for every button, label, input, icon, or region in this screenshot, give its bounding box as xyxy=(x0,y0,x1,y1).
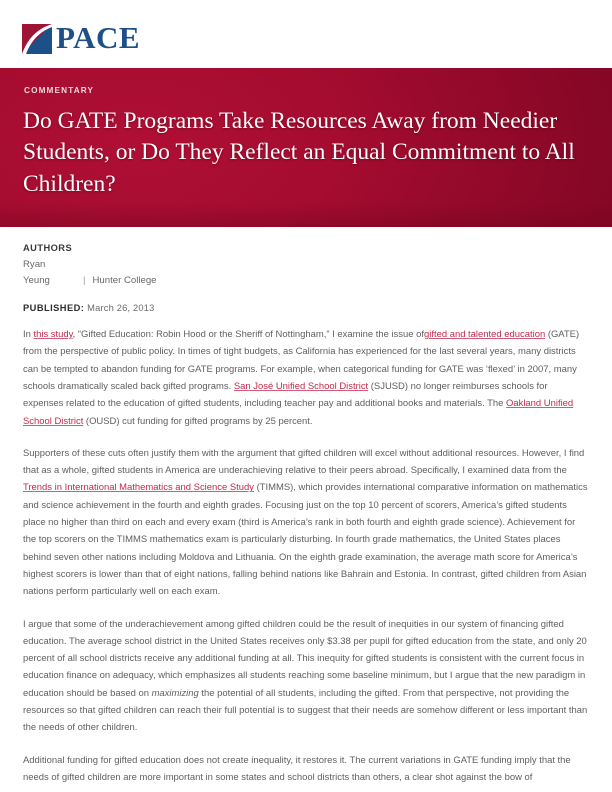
author-name: Ryan xyxy=(23,259,46,270)
author-row xyxy=(23,257,586,273)
article-paragraph xyxy=(23,752,589,787)
site-header xyxy=(0,0,612,68)
paragraph-text: , “Gifted Education: Robin Hood or the Sheriff of Nottingham,” I examine the issue of xyxy=(72,329,424,341)
paragraph-text: (TIMMS), which provides international comparative information on mathematics and science achievement in the fourth and eighth grades. Focusing just on the top 10 percent of scorers, America’s gifted students place no higher than third on each and every exam (third is America’s rank in both fourth and eighth grade science). Achievement for the top scorers on the TIMMS mathematics exam is particularly disturbing. In fourth grade mathematics, the United States places behind seven other nations including Moldova and Lithuania. On the eighth grade examination, the average math score for America’s highest scorers is lower than that of eight nations, falling behind nations like Bahrain and Estonia. In contrast, gifted children from Asian nations perform particularly well on each exam. xyxy=(23,482,588,598)
paragraph-text: (OUSD) cut funding for gifted programs by 25 percent. xyxy=(83,415,313,427)
article-link[interactable]: gifted and talented education xyxy=(423,329,546,341)
article-body xyxy=(0,313,612,786)
article-link[interactable]: Trends in International Mathematics and Science Study xyxy=(23,482,254,494)
paragraph-text: (GATE) from the perspective of public policy. In times of tight budgets, as California has experienced for the last several years, many districts can be tempted to abandon funding for GATE programs. For example, when categorical funding for GATE was ‘flexed’ in 2007, many schools dramatically scaled back gifted programs. xyxy=(23,329,580,392)
author-name: Yeung xyxy=(23,274,50,286)
published-line xyxy=(23,303,586,313)
paragraph-text: Additional funding for gifted education does not create inequality, it restores it. The current variations in GATE funding imply that the needs of gifted children are more important in some states and school districts than others, a clear shot against the bow of xyxy=(23,754,571,783)
article-link[interactable]: San José Unified School District xyxy=(233,380,369,392)
page-title: Do GATE Programs Take Resources Away from Needier Students, or Do They Reflect an Equal Commitment to All Children? xyxy=(23,108,575,197)
published-label: PUBLISHED: xyxy=(23,303,85,314)
paragraph-text: In xyxy=(23,329,34,341)
pace-logo[interactable] xyxy=(22,22,140,55)
authors-list xyxy=(23,257,586,288)
title-banner xyxy=(0,68,612,227)
article-paragraph xyxy=(23,445,589,601)
authors-heading: AUTHORS xyxy=(23,243,73,253)
paragraph-text: I argue that some of the underachievement among gifted children could be the result of inequities in our system of financing gifted education. The average school district in the United States receives only $3.38 per pupil for gifted education from the state, and only 20 percent of all school districts receive any additional funding at all. This inequity for gifted students is consistent with the current focus in education finance on adequacy, which emphasizes all students reaching some baseline minimum, but I argue that the new paradigm in education should be based on xyxy=(23,618,587,699)
paragraph-text: Supporters of these cuts often justify them with the argument that gifted children will excel without additional resources. However, I find that as a whole, gifted students in America are underachieving relative to their peers abroad. Specifically, I examined data from the xyxy=(23,447,585,477)
content-type-kicker: COMMENTARY xyxy=(24,86,95,95)
article-meta xyxy=(0,227,612,313)
published-date: March 26, 2013 xyxy=(87,303,155,314)
paragraph-text: the potential of all students, including the gifted. From that perspective, not providing the resources so that gifted children can reach their full potential is to suggest that their needs are somehow different or less important than the needs of other children. xyxy=(23,687,588,734)
article-link[interactable]: Oakland Unified School District xyxy=(23,398,574,427)
pace-diagonal-square-logo-icon xyxy=(22,24,52,54)
emphasis-text: maximizing xyxy=(151,687,199,699)
pace-wordmark: PACE xyxy=(56,20,141,55)
author-row xyxy=(23,273,586,289)
author-separator: | xyxy=(83,274,86,286)
article-paragraph xyxy=(23,616,589,737)
paragraph-text: (SJUSD) no longer reimburses schools for expenses related to the education of gifted students, including teacher pay and additional books and materials. The xyxy=(23,380,548,410)
author-affiliation: Hunter College xyxy=(92,274,157,286)
article-link[interactable]: this study xyxy=(33,329,73,341)
article-paragraph xyxy=(23,326,589,430)
